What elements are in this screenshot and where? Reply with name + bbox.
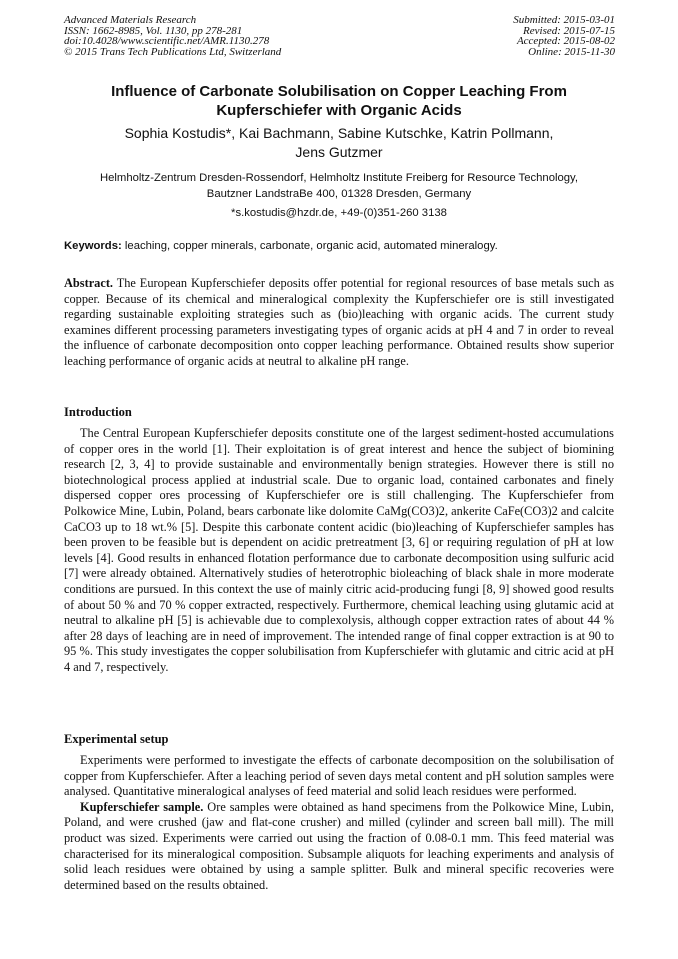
date-submitted: Submitted: 2015-03-01 bbox=[513, 14, 615, 26]
abstract-text: The European Kupferschiefer deposits offer potential for regional resources of base metals such as copper. Because of its chemical and mineralogical complexity the Kupferschiefer ore is still investigated regarding sustainable exploiting strategies such as (bio)leaching with organic acids. The current study examines different processing parameters investigating types of organic acids at pH 4 and 7 in order to reveal the influence of carbonate decomposition onto copper leaching performance. Obtained results show superior leaching performance of organic acids at neutral to alkaline pH range. bbox=[64, 276, 614, 368]
journal-header bbox=[64, 15, 394, 57]
journal-issn: ISSN: 1662-8985, Vol. 1130, pp 278-281 bbox=[64, 24, 243, 37]
date-online: Online: 2015-11-30 bbox=[528, 45, 615, 58]
authors bbox=[64, 124, 614, 162]
abstract-label: Abstract. bbox=[64, 276, 114, 290]
keywords bbox=[64, 238, 614, 254]
dates-header bbox=[395, 15, 615, 57]
paper-title bbox=[64, 82, 614, 120]
experimental-paragraph-1: Experiments were performed to investigate the effects of carbonate decomposition on the solubilisation of copper from Kupferschiefer. After a leaching period of seven days metal content and pH solution samples were analysed. Quantitative mineralogical analyses of feed material and solid leach residues were performed. bbox=[64, 753, 614, 799]
authors-line-2: Jens Gutzmer bbox=[295, 144, 383, 160]
keywords-text: leaching, copper minerals, carbonate, organic acid, automated mineralogy. bbox=[121, 240, 498, 252]
introduction-paragraph: The Central European Kupferschiefer deposits constitute one of the largest sediment-hosted accumulations of copper ores in the world [1]. Their exploitation is of great interest and hence the subject of biomining research [2, 3, 4] to provide sustainable and environmentally benign strategies. However there is still no biotechnological process applied at industrial scale. Due to organic load, contained carbonates and finely dispersed copper ores processing of Kupferschiefer ore is still challenging. The Kupferschiefer from Polkowice Mine, Lubin, Poland, bears carbonate like dolomite CaMg(CO3)2, ankerite CaFe(CO3)2 and calcite CaCO3 up to 18 wt.% [5]. Despite this carbonate content acidic (bio)leaching of Kupferschiefer samples has been proven to be feasible but is dependent on acidic pretreatment [3, 6] or requiring regulation of pH at low levels [4]. Good results in enhanced flotation performance due to carbonate decomposition using sulfuric acid [7] were already obtained. Alternatively studies of heterotrophic bioleaching of black shale in more moderate conditions are pursued. In this context the use of mainly citric acid-producing fungi [8, 9] showed good results of about 50 % and 70 % copper extracted, respectively. Furthermore, chemical leaching using glutamic acid at neutral to alkaline pH [5] is achievable due to complexolysis, although copper extraction rates of about 44 % after 28 days of leaching are in need of improvement. The intended range of final copper extraction is at 90 to 95 %. This study investigates the copper solubilisation from Kupferschiefer with glutamic and citric acid at pH 4 and 7, respectively. bbox=[64, 426, 614, 674]
experimental-heading: Experimental setup bbox=[64, 732, 169, 746]
sample-text: Ore samples were obtained as hand specimens from the Polkowice Mine, Lubin, Poland, and were crushed (jaw and flat-cone crusher) and milled (cylinder and screen ball mill). The mill product was sized. Experiments were carried out using the fraction of 0.08-0.1 mm. This feed material was characterised for its mineralogical composition. Subsample aliquots for leaching experiments and analysis of solid leach residues were obtained by using a sample splitter. Bulk and mineral specific recoveries were determined based on the results obtained. bbox=[64, 799, 614, 892]
keywords-label: Keywords: bbox=[64, 240, 122, 252]
date-accepted: Accepted: 2015-08-02 bbox=[516, 35, 615, 48]
experimental-paragraph-2 bbox=[64, 800, 614, 894]
journal-copyright: © 2015 Trans Tech Publications Ltd, Switzerland bbox=[64, 45, 282, 58]
journal-name: Advanced Materials Research bbox=[64, 14, 197, 26]
experimental-section bbox=[64, 753, 614, 893]
introduction-section bbox=[64, 426, 614, 676]
affiliation-line-1: Helmholtz-Zentrum Dresden-Rossendorf, Helmholtz Institute Freiberg for Resource Technology, bbox=[99, 172, 578, 184]
title-line-2: Kupferschiefer with Organic Acids bbox=[216, 102, 462, 119]
affiliation-line-2: Bautzner LandstraBe 400, 01328 Dresden, Germany bbox=[206, 188, 472, 200]
title-line-1: Influence of Carbonate Solubilisation on Copper Leaching From bbox=[111, 83, 567, 100]
journal-doi: doi:10.4028/www.scientific.net/AMR.1130.278 bbox=[64, 35, 270, 48]
affiliation bbox=[64, 170, 614, 202]
introduction-heading: Introduction bbox=[64, 405, 132, 419]
date-revised: Revised: 2015-07-15 bbox=[523, 24, 615, 37]
contact-email: *s.kostudis@hzdr.de, +49-(0)351-260 3138 bbox=[231, 207, 447, 219]
sample-label: Kupferschiefer sample. bbox=[80, 799, 204, 814]
authors-line-1: Sophia Kostudis*, Kai Bachmann, Sabine Kutschke, Katrin Pollmann, bbox=[124, 125, 554, 141]
abstract bbox=[64, 276, 614, 370]
